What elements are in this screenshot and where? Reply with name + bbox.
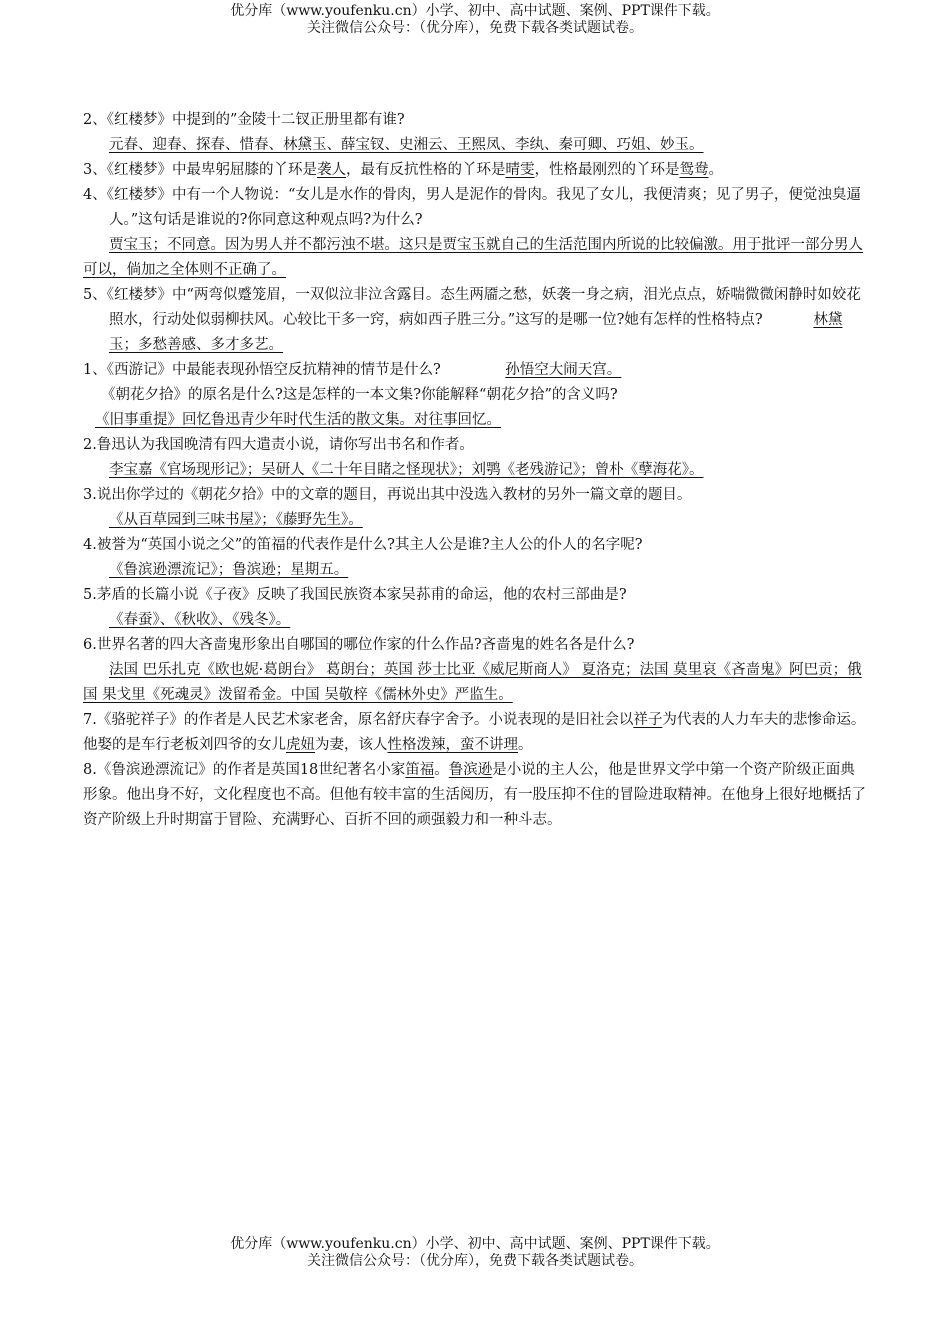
q-text: 7.《骆驼祥子》的作者是人民艺术家老舍，原名舒庆春字舍予。小说表现的是旧社会以 [83,712,634,728]
answer-4 [83,558,868,583]
question-7 [83,708,868,758]
answer-6 [83,658,868,708]
answer-blank: 袭人 [316,162,346,178]
header-line-2: 关注微信公众号：（优分库），免费下载各类试题试卷。 [307,20,643,36]
document-body [83,108,868,833]
answer-text: 法国 巴乐扎克《欧也妮·葛朗台》 葛朗台；英国 莎士比亚《威尼斯商人》 夏洛克；法国 莫里哀《吝啬鬼》阿巴贡；俄国 果戈里《死魂灵》泼留希金。中国 吴敬梓《儒林外史》严监生。 [83,662,862,703]
answer-blank: 晴雯 [505,162,535,178]
question-5: 5.茅盾的长篇小说《子夜》反映了我国民族资本家吴荪甫的命运，他的农村三部曲是? [83,587,627,603]
footer-line-2: 关注微信公众号：（优分库），免费下载各类试题试卷。 [307,1253,643,1269]
answer-zhxs [83,408,868,433]
question-hlm-3 [83,158,868,183]
answer-blank: 虎妞 [286,737,315,753]
answer-blank: 笛福 [405,762,435,778]
q-text: 。 [518,737,533,753]
answer-text: 《从百草园到三味书屋》；《藤野先生》。 [109,512,363,528]
answer-blank: 性格泼辣，蛮不讲理 [387,737,518,753]
answer-hlm-4 [83,233,868,283]
answer-text: 元春、迎春、探春、惜春、林黛玉、薛宝钗、史湘云、王熙凤、李纨、秦可卿、巧姐、妙玉。 [109,137,704,153]
answer-2 [83,458,868,483]
q-text: 是小说的主人公，他是世界文学中第一个资产阶级正面典形象。他出身不好，文化程度也不高。但他有较丰富的生活阅历，有一股压抑不住的冒险进取精神。在他身上很好地概括了资产阶级上升时期富于冒险、充满野心、百折不回的顽强毅力和一种斗志。 [83,762,866,828]
q-text: 3、《红楼梦》中最卑躬屈膝的丫环是 [83,162,317,178]
q-text: 为代表的人力车夫的悲惨命运。他娶的是车行老板刘四爷的女儿 [83,712,866,753]
q-text: 1、《西游记》中最能表现孙悟空反抗精神的情节是什么? [83,362,441,378]
answer-blank: 祥子 [633,712,663,728]
answer-5 [83,608,868,633]
answer-text: 李宝嘉《官场现形记》；吴研人《二十年目睹之怪现状》；刘鹗《老残游记》；曾朴《孽海花》。 [109,462,704,478]
question-3: 3.说出你学过的《朝花夕拾》中的文章的题目，再说出其中没选入教材的另外一篇文章的题目。 [83,487,692,503]
question-hlm-2: 2、《红楼梦》中提到的”金陵十二钗正册里都有谁? [83,112,405,128]
answer-hlm-2 [83,133,868,158]
answer-blank: 孙悟空大闹天宫。 [505,362,622,378]
question-hlm-5 [83,283,868,358]
question-zhxs: 《朝花夕拾》的原名是什么?这是怎样的一本文集?你能解释“朝花夕拾”的含义吗? [101,387,618,403]
answer-blank: 林黛玉；多愁善感、多才多艺。 [109,312,843,353]
q-text: 8.《鲁滨逊漂流记》的作者是英国18世纪著名小家 [83,762,406,778]
question-xyj-1 [83,358,868,383]
page-header [0,3,950,37]
q-text: 。 [708,162,723,178]
q-text: 。 [434,762,449,778]
q-text: 为妻，该人 [315,737,388,753]
header-line-1: 优分库（www.youfenku.cn）小学、初中、高中试题、案例、PPT课件下载。 [230,3,720,19]
question-6: 6.世界名著的四大吝啬鬼形象出自哪国的哪位作家的什么作品?吝啬鬼的姓名各是什么? [83,637,635,653]
question-4: 4.被誉为“英国小说之父”的笛福的代表作是什么?其主人公是谁?主人公的仆人的名字呢? [83,537,643,553]
page-footer [0,1236,950,1270]
question-2: 2.鲁迅认为我国晚清有四大遣责小说，请你写出书名和作者。 [83,437,474,453]
footer-line-1: 优分库（www.youfenku.cn）小学、初中、高中试题、案例、PPT课件下载。 [230,1236,720,1252]
answer-text: 《春蚕》、《秋收》、《残冬》。 [109,612,291,628]
q-text: ，最有反抗性格的丫环是 [345,162,506,178]
q-text: ，性格最刚烈的丫环是 [534,162,680,178]
answer-text: 贾宝玉；不同意。因为男人并不都污浊不堪。这只是贾宝玉就自己的生活范围内所说的比较偏激。用于批评一部分男人可以，倘加之全体则不正确了。 [83,237,863,278]
answer-3 [83,508,868,533]
question-8 [83,758,868,833]
answer-blank: 鸳鸯 [679,162,709,178]
answer-text: 《鲁滨逊漂流记》；鲁滨逊；星期五。 [109,562,349,578]
question-hlm-4: 4、《红楼梦》中有一个人物说：“女儿是水作的骨肉，男人是泥作的骨肉。我见了女儿，我便清爽；见了男子，便觉浊臭逼人。”这句话是谁说的?你同意这种观点吗?为什么? [83,187,861,228]
answer-blank: 鲁滨逊 [448,762,493,778]
q-text: 5、《红楼梦》中“两弯似蹙笼眉，一双似泣非泣含露目。态生两靥之愁，妖袭一身之病，泪光点点，娇喘微微闲静时如姣花照水，行动处似弱柳扶风。心较比干多一窍，病如西子胜三分。”这写的是哪一位?她有怎样的性格特点? [83,287,861,328]
answer-text: 《旧事重提》回忆鲁迅青少年时代生活的散文集。对往事回忆。 [95,412,501,428]
